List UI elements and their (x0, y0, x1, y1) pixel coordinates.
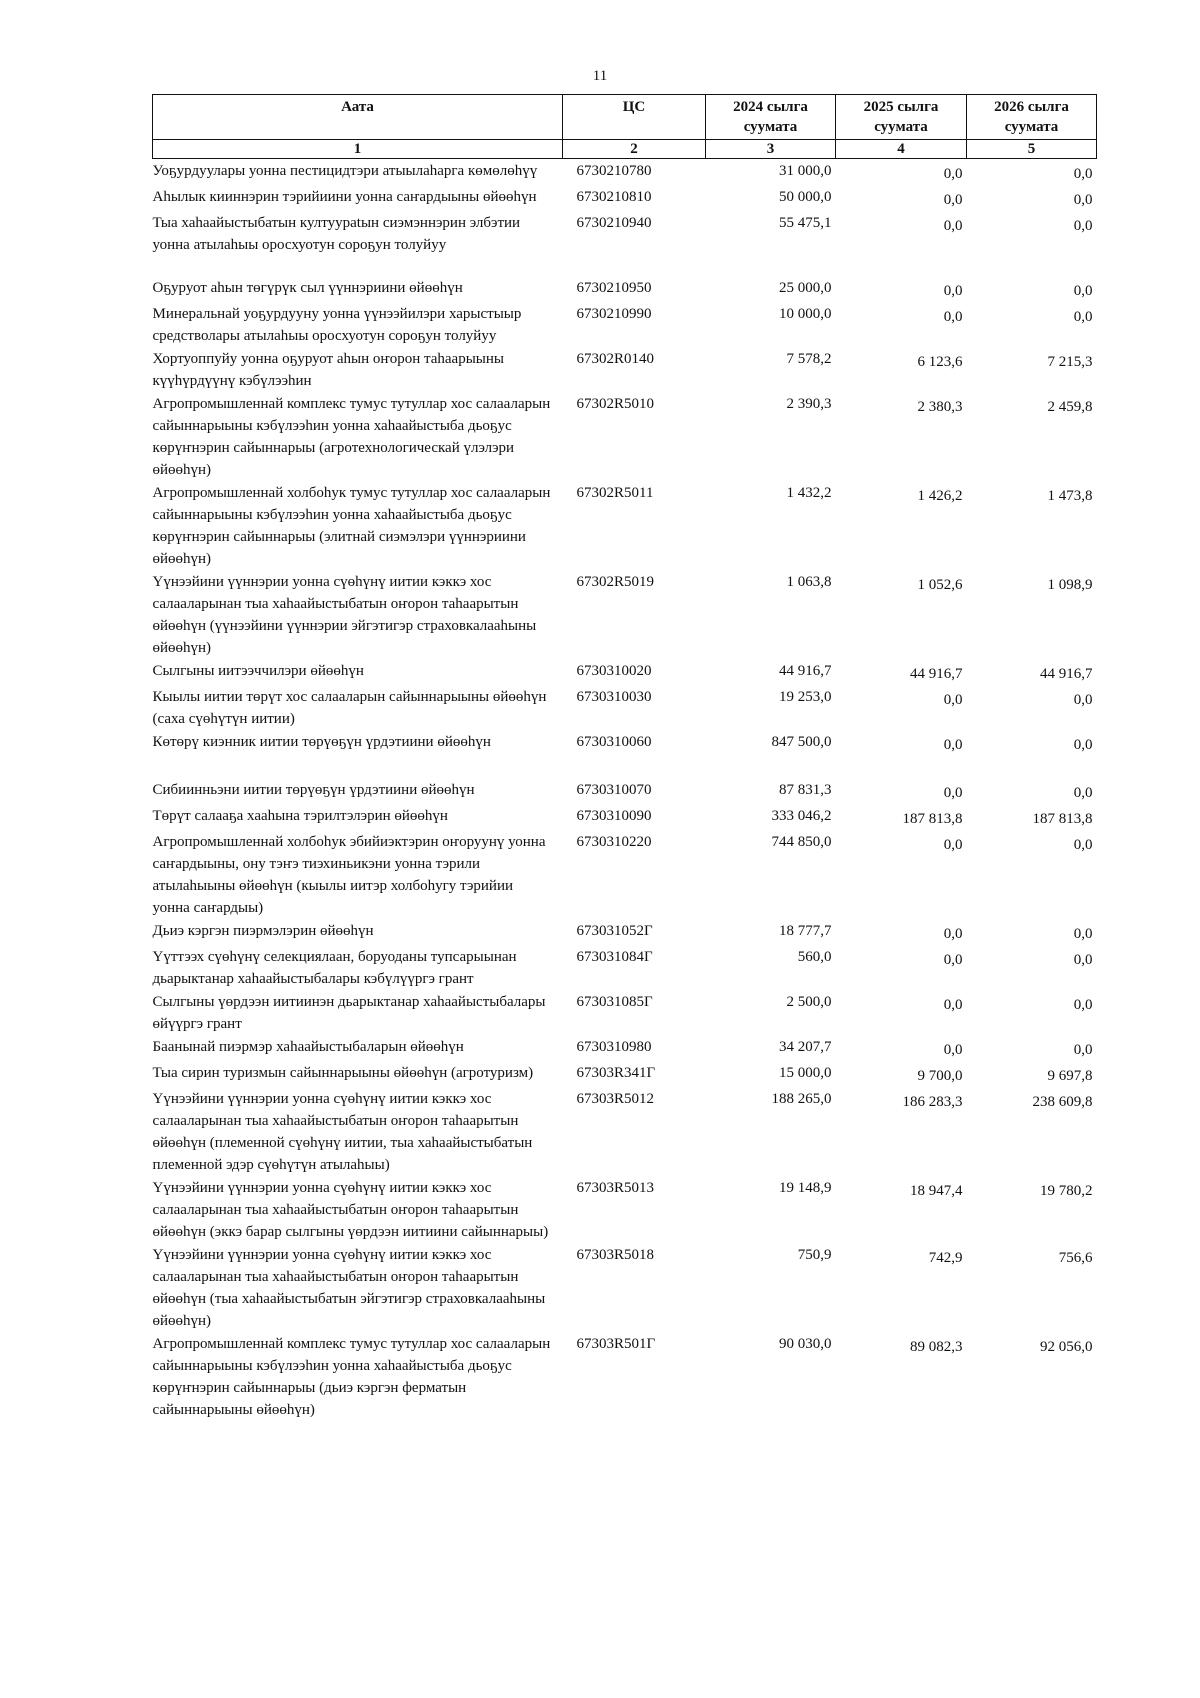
table-row (153, 1035, 1097, 1061)
row-2024: 744 850,0 (771, 834, 832, 850)
row-2026: 0,0 (1073, 218, 1093, 234)
row-2025: 18 947,4 (910, 1183, 963, 1199)
row-name: Кыылы иитии төрүт хос салааларын сайыннарыыны өйөөһүн (саха сүөһүтүн иитии) (152, 689, 547, 727)
table-row (153, 945, 1097, 990)
row-2024: 87 831,3 (779, 782, 832, 798)
table-row (153, 830, 1097, 919)
table-row (153, 570, 1097, 659)
header-2026: 2026 сылга суумата (967, 95, 1097, 140)
row-2025: 0,0 (943, 218, 963, 234)
row-code: 6730310030 (576, 689, 652, 705)
row-2025: 0,0 (943, 309, 963, 325)
row-2025: 742,9 (928, 1250, 963, 1266)
table-row (153, 276, 1097, 302)
row-code: 6730310070 (576, 782, 652, 798)
row-2024: 18 777,7 (779, 923, 832, 939)
row-code: 673031085Г (576, 994, 653, 1010)
row-name: Сылгыны үөрдээн иитиинэн дьарыктанар хаһаайыстыбалары өйүүргэ грант (152, 994, 546, 1032)
header-2024: 2024 сылга суумата (706, 95, 836, 140)
table-row (153, 730, 1097, 778)
row-2026: 187 813,8 (1032, 811, 1093, 827)
table-row (153, 302, 1097, 347)
table-body (153, 159, 1097, 1422)
row-name: Сибиинньэни иитии төрүөҕүн үрдэтиини өйөөһүн (152, 782, 475, 798)
row-2026: 0,0 (1073, 1042, 1093, 1058)
row-2026: 7 215,3 (1047, 354, 1093, 370)
row-2026: 0,0 (1073, 926, 1093, 942)
row-2025: 0,0 (943, 166, 963, 182)
row-code: 6730210810 (576, 189, 652, 205)
row-code: 6730310220 (576, 834, 652, 850)
row-2026: 1 473,8 (1047, 488, 1093, 504)
row-2024: 15 000,0 (779, 1065, 832, 1081)
row-2024: 2 500,0 (786, 994, 832, 1010)
row-name: Көтөрү киэнник иитии төрүөҕүн үрдэтиини өйөөһүн (152, 734, 491, 750)
row-2026: 19 780,2 (1040, 1183, 1093, 1199)
row-2026: 0,0 (1073, 952, 1093, 968)
row-code: 6730210940 (576, 215, 652, 231)
table-row (153, 159, 1097, 186)
row-2024: 25 000,0 (779, 280, 832, 296)
row-name: Агропромышленнай комплекс тумус тутуллар хос салааларын сайыннарыыны кэбүлээһин уонна хаһаайыстыба дьоҕус көрүҥнэрин сайыннарыы (дьиэ кэргэн ферматын сайыннарыыны өйөөһүн) (152, 1336, 551, 1418)
row-2026: 92 056,0 (1040, 1339, 1093, 1355)
row-name: Минеральнай уоҕурдууну уонна үүнээйилэри харыстыыр средстволары атылаһыы оросхуотун сороҕун толуйуу (152, 306, 522, 344)
row-name: Уоҕурдуулары уонна пестицидтэри атыылаһарга көмөлөһүү (152, 163, 538, 179)
table-row (153, 1176, 1097, 1243)
header-2025: 2025 сылга суумата (836, 95, 967, 140)
row-code: 6730310060 (576, 734, 652, 750)
table-row (153, 685, 1097, 730)
row-code: 673031084Г (576, 949, 653, 965)
row-2024: 750,9 (797, 1247, 832, 1263)
row-2024: 7 578,2 (786, 351, 832, 367)
row-2025: 89 082,3 (910, 1339, 963, 1355)
row-2025: 186 283,3 (902, 1094, 963, 1110)
row-name: Тыа хаһаайыстыбатын култуураtын сиэмэннэрин элбэтии уонна атылаһыы оросхуотун сороҕун толуйуу (152, 215, 521, 253)
row-2026: 44 916,7 (1040, 666, 1093, 682)
table-row (153, 1332, 1097, 1421)
table-row (153, 211, 1097, 276)
row-2024: 50 000,0 (779, 189, 832, 205)
row-name: Үүнээйини үүннэрии уонна сүөһүнү иитии кэккэ хос салааларынан тыа хаһаайыстыбатын оҥорон таһаарытын өйөөһүн (племенной сүөһүнү иитии, тыа хаһаайыстыбатын племенной эдэр сүөһүтүн атылаһыы) (152, 1091, 533, 1173)
row-name: Төрүт салааҕа хааһына тэрилтэлэрин өйөөһүн (152, 808, 448, 824)
row-code: 6730210990 (576, 306, 652, 322)
row-2026: 238 609,8 (1032, 1094, 1093, 1110)
row-2024: 55 475,1 (779, 215, 832, 231)
row-code: 6730310090 (576, 808, 652, 824)
header-num-4: 4 (836, 140, 967, 159)
row-2026: 0,0 (1073, 166, 1093, 182)
row-2025: 1 052,6 (917, 577, 963, 593)
table-row (153, 778, 1097, 804)
table-row (153, 919, 1097, 945)
row-2024: 2 390,3 (786, 396, 832, 412)
table-row (153, 1061, 1097, 1087)
table-row (153, 481, 1097, 570)
row-2025: 0,0 (943, 785, 963, 801)
row-2024: 188 265,0 (771, 1091, 832, 1107)
row-2026: 9 697,8 (1047, 1068, 1093, 1084)
row-code: 67302R5011 (576, 485, 654, 501)
row-name: Үүнээйини үүннэрии уонна сүөһүнү иитии кэккэ хос салааларынан тыа хаһаайыстыбатын оҥорон таһаарытын өйөөһүн (тыа хаһаайыстыбатын эйгэтигэр страховкалааһыны өйөөһүн) (152, 1247, 546, 1329)
header-code: ЦС (563, 95, 706, 140)
row-2025: 0,0 (943, 192, 963, 208)
row-name: Үүттээх сүөһүнү селекциялаан, боруоданы тупсарыынан дьарыктанар хаһаайыстыбалары кэбүлүүргэ грант (152, 949, 517, 987)
table-row (153, 990, 1097, 1035)
row-code: 67303R5012 (576, 1091, 655, 1107)
row-2025: 9 700,0 (917, 1068, 963, 1084)
row-2025: 1 426,2 (917, 488, 963, 504)
header-num-5: 5 (967, 140, 1097, 159)
table-row (153, 804, 1097, 830)
row-code: 6730210780 (576, 163, 652, 179)
table-row (153, 659, 1097, 685)
row-2025: 0,0 (943, 692, 963, 708)
row-2026: 0,0 (1073, 997, 1093, 1013)
header-name: Аата (153, 95, 563, 140)
row-2026: 756,6 (1058, 1250, 1093, 1266)
row-2026: 0,0 (1073, 737, 1093, 753)
page-number: 11 (592, 68, 608, 84)
row-name: Оҕуруот аһын төгүрүк сыл үүннэриини өйөөһүн (152, 280, 463, 296)
row-2024: 10 000,0 (779, 306, 832, 322)
row-code: 67302R5019 (576, 574, 655, 590)
row-2024: 847 500,0 (771, 734, 832, 750)
row-2025: 2 380,3 (917, 399, 963, 415)
row-code: 67303R341Г (576, 1065, 656, 1081)
row-code: 6730310980 (576, 1039, 652, 1055)
row-code: 673031052Г (576, 923, 653, 939)
budget-table (152, 94, 1097, 1421)
row-2025: 0,0 (943, 997, 963, 1013)
table-row (153, 392, 1097, 481)
table-row (153, 347, 1097, 392)
row-name: Үүнээйини үүннэрии уонна сүөһүнү иитии кэккэ хос салааларынан тыа хаһаайыстыбатын оҥорон таһаарытын өйөөһүн (үүнээйини үүннэрии эйгэтигэр страховкалааһыны өйөөһүн) (152, 574, 537, 656)
table-header (153, 95, 1097, 159)
header-num-3: 3 (706, 140, 836, 159)
row-name: Агропромышленнай холбоһук тумус тутуллар хос салааларын сайыннарыыны кэбүлээһин уонна хаһаайыстыба дьоҕус көрүҥнэрин сайыннарыы (элитнай сиэмэлэри үүннэриини өйөөһүн) (152, 485, 551, 567)
row-2024: 560,0 (797, 949, 832, 965)
row-2025: 0,0 (943, 837, 963, 853)
row-2024: 34 207,7 (779, 1039, 832, 1055)
row-2024: 1 063,8 (786, 574, 832, 590)
row-2026: 2 459,8 (1047, 399, 1093, 415)
row-code: 6730210950 (576, 280, 652, 296)
row-name: Тыа сирин туризмын сайыннарыыны өйөөһүн (агротуризм) (152, 1065, 534, 1081)
row-name: Үүнээйини үүннэрии уонна сүөһүнү иитии кэккэ хос салааларынан тыа хаһаайыстыбатын оҥорон таһаарытын өйөөһүн (эккэ барар сылгыны үөрдээн иитиини сайыннарыы) (152, 1180, 549, 1240)
row-2025: 6 123,6 (917, 354, 963, 370)
row-2025: 0,0 (943, 952, 963, 968)
row-2026: 0,0 (1073, 192, 1093, 208)
row-name: Агропромышленнай холбоһук эбийиэктэрин оҥоруунү уонна саҥардыыны, ону тэҥэ тиэхиньикэни уонна тэрили атылаһыыны өйөөһүн (кыылы иитэр холбоһугу тэрийии уонна саҥардыы) (152, 834, 546, 916)
row-2026: 0,0 (1073, 283, 1093, 299)
table-row (153, 1243, 1097, 1332)
row-2026: 1 098,9 (1047, 577, 1093, 593)
row-2026: 0,0 (1073, 692, 1093, 708)
row-2024: 19 253,0 (779, 689, 832, 705)
table-row (153, 1087, 1097, 1176)
row-name: Сылгыны иитээччилэри өйөөһүн (152, 663, 364, 679)
row-code: 67302R0140 (576, 351, 655, 367)
row-2024: 44 916,7 (779, 663, 832, 679)
row-code: 67303R5013 (576, 1180, 655, 1196)
row-2025: 44 916,7 (910, 666, 963, 682)
row-2025: 0,0 (943, 737, 963, 753)
header-num-2: 2 (563, 140, 706, 159)
row-2024: 333 046,2 (771, 808, 832, 824)
row-name: Дьиэ кэргэн пиэрмэлэрин өйөөһүн (152, 923, 374, 939)
row-2026: 0,0 (1073, 785, 1093, 801)
row-name: Агропромышленнай комплекс тумус тутуллар хос салааларын сайыннарыыны кэбүлээһин уонна хаһаайыстыба дьоҕус көрүҥнэрин сайыннарыы (агротехнологическай үлэлэри өйөөһүн) (152, 396, 551, 478)
row-2026: 0,0 (1073, 309, 1093, 325)
row-2025: 187 813,8 (902, 811, 963, 827)
row-2024: 1 432,2 (786, 485, 832, 501)
row-2024: 31 000,0 (779, 163, 832, 179)
row-code: 67303R501Г (576, 1336, 656, 1352)
row-2024: 19 148,9 (779, 1180, 832, 1196)
row-code: 67303R5018 (576, 1247, 655, 1263)
header-num-1: 1 (153, 140, 563, 159)
row-name: Баанынай пиэрмэр хаһаайыстыбаларын өйөөһүн (152, 1039, 464, 1055)
row-name: Хортуоппуйу уонна оҕуруот аһын оҥорон таһаарыыны күүһүрдүүнү кэбүлээһин (152, 351, 504, 389)
table-row (153, 185, 1097, 211)
row-code: 67302R5010 (576, 396, 655, 412)
row-2025: 0,0 (943, 283, 963, 299)
row-2025: 0,0 (943, 1042, 963, 1058)
row-name: Аһылык кииннэрин тэрийиини уонна саҥардыыны өйөөһүн (152, 189, 537, 205)
row-code: 6730310020 (576, 663, 652, 679)
row-2025: 0,0 (943, 926, 963, 942)
row-2026: 0,0 (1073, 837, 1093, 853)
row-2024: 90 030,0 (779, 1336, 832, 1352)
